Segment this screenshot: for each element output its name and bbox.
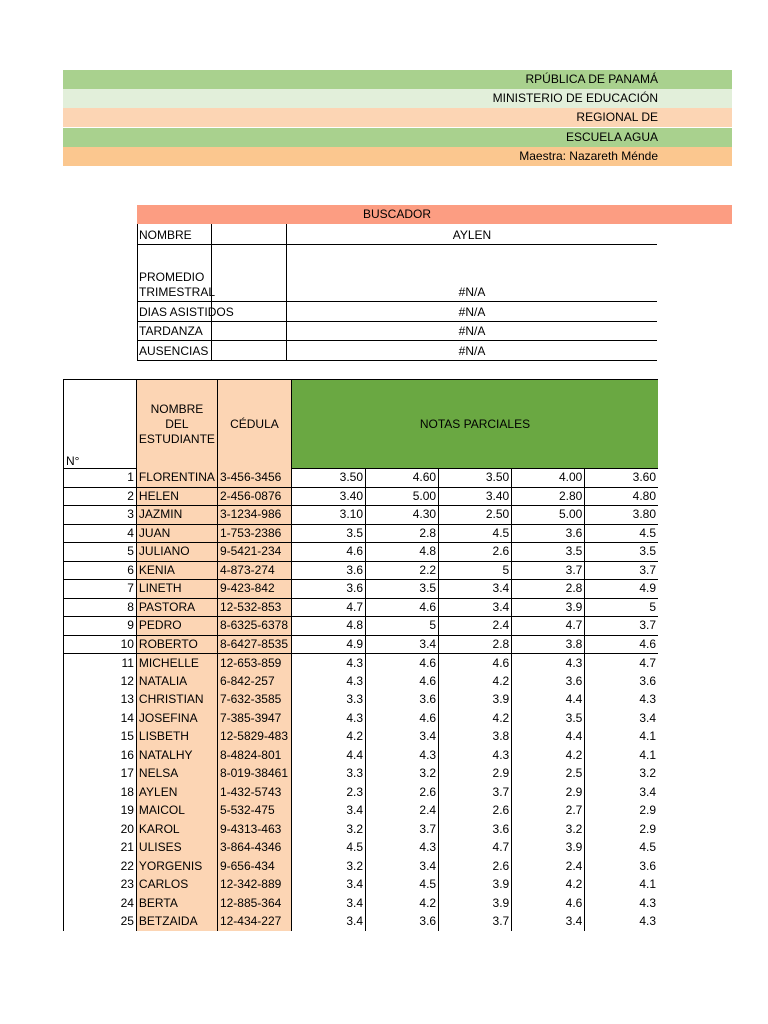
cell-grade[interactable]: 2.2 (366, 561, 439, 580)
cell-grade[interactable]: 4.3 (639, 692, 656, 707)
cell-grade[interactable]: 4.7 (639, 655, 656, 670)
cell-cedula[interactable]: 12-434-227 (217, 913, 291, 932)
grades-body (64, 469, 659, 932)
cell-grade[interactable]: 3.80 (585, 506, 658, 525)
cell-student-name[interactable]: CARLOS (136, 876, 217, 895)
cell-grade[interactable]: 4.2 (512, 876, 585, 895)
buscador-title-text: BUSCADOR (362, 207, 431, 221)
cell-grade[interactable]: 3.8 (512, 635, 585, 654)
cell-student-name[interactable]: JOSEFINA (136, 709, 217, 728)
cell-grade[interactable]: 4.3 (366, 746, 439, 765)
cell-cedula[interactable]: 2-456-0876 (217, 487, 291, 506)
cell-grade[interactable]: 4.3 (639, 914, 656, 929)
cell-grade[interactable]: 3.7 (585, 561, 658, 580)
cell-num[interactable]: 10 (64, 635, 137, 654)
buscador-search-value[interactable]: AYLEN (452, 228, 492, 242)
cell-grade[interactable]: 4.3 (291, 709, 365, 728)
cell-grade[interactable]: 2.9 (639, 821, 656, 836)
cell-grade[interactable]: 4.1 (639, 729, 656, 744)
cell-cedula[interactable]: 7-632-3585 (217, 691, 291, 710)
buscador-label: DIAS ASISTIDOS (139, 305, 234, 319)
cell-grade[interactable]: 3.7 (439, 783, 512, 802)
cell-grade[interactable]: 3.6 (439, 820, 512, 839)
cell-grade[interactable]: 4.80 (585, 487, 658, 506)
cell-grade[interactable]: 5 (585, 598, 658, 617)
cell-grade[interactable]: 3.4 (439, 598, 512, 617)
cell-cedula[interactable]: 12-5829-483 (217, 728, 291, 747)
buscador-label: AUSENCIAS (139, 344, 209, 358)
cell-grade[interactable]: 3.40 (291, 487, 365, 506)
cell-grade[interactable]: 2.6 (366, 783, 439, 802)
table-row (64, 728, 659, 747)
cell-student-name[interactable]: JAZMIN (136, 506, 217, 525)
cell-num[interactable]: 21 (64, 839, 137, 858)
cell-grade[interactable]: 3.50 (291, 469, 365, 488)
cell-grade[interactable]: 3.4 (366, 857, 439, 876)
cell-cedula[interactable]: 12-532-853 (217, 598, 291, 617)
cell-student-name[interactable]: KENIA (136, 561, 217, 580)
cell-grade[interactable]: 3.4 (366, 635, 439, 654)
table-header-row (64, 380, 659, 469)
cell-num[interactable]: 19 (64, 802, 137, 821)
table-row (64, 561, 659, 580)
cell-grade[interactable]: 4.5 (439, 524, 512, 543)
cell-grade[interactable]: 3.9 (512, 598, 585, 617)
cell-grade[interactable]: 3.6 (639, 858, 656, 873)
cell-grade[interactable]: 3.5 (291, 524, 365, 543)
cell-grade[interactable]: 2.4 (512, 857, 585, 876)
cell-grade[interactable]: 5.00 (366, 487, 439, 506)
cell-student-name[interactable]: YORGENIS (136, 857, 217, 876)
table-row (64, 580, 659, 599)
header-notas-parciales: NOTAS PARCIALES (291, 380, 658, 469)
cell-student-name[interactable]: JULIANO (136, 543, 217, 562)
header-text: Maestra: Nazareth Ménde (519, 149, 658, 163)
cell-cedula[interactable]: 3-1234-986 (217, 506, 291, 525)
cell-grade[interactable]: 4.1 (639, 747, 656, 762)
cell-student-name[interactable]: NELSA (136, 765, 217, 784)
cell-grade[interactable]: 4.7 (439, 839, 512, 858)
cell-grade[interactable]: 3.6 (366, 691, 439, 710)
cell-grade[interactable]: 2.3 (291, 783, 365, 802)
cell-student-name[interactable]: MICHELLE (136, 654, 217, 673)
cell-grade[interactable]: 4.60 (366, 469, 439, 488)
cell-num[interactable]: 12 (64, 672, 137, 691)
cell-grade[interactable]: 3.4 (291, 913, 365, 932)
table-row (64, 543, 659, 562)
cell-num[interactable]: 1 (64, 469, 137, 488)
cell-cedula[interactable]: 1-432-5743 (217, 783, 291, 802)
cell-grade[interactable]: 4.6 (512, 894, 585, 913)
cell-grade[interactable]: 2.8 (439, 635, 512, 654)
cell-grade[interactable]: 2.5 (512, 765, 585, 784)
cell-grade[interactable]: 3.4 (291, 802, 365, 821)
cell-grade[interactable]: 4.6 (366, 654, 439, 673)
cell-student-name[interactable]: PASTORA (136, 598, 217, 617)
cell-grade[interactable]: 3.6 (512, 672, 585, 691)
cell-grade[interactable]: 4.3 (439, 746, 512, 765)
cell-grade[interactable]: 4.2 (291, 728, 365, 747)
cell-grade[interactable]: 4.8 (291, 617, 365, 636)
cell-num[interactable]: 4 (64, 524, 137, 543)
header-cedula: CÉDULA (217, 380, 291, 469)
header-text: ESCUELA AGUA (565, 130, 658, 144)
cell-grade[interactable]: 4.1 (639, 877, 656, 892)
cell-cedula[interactable]: 9-4313-463 (217, 820, 291, 839)
cell-grade[interactable]: 3.6 (639, 673, 656, 688)
cell-student-name[interactable]: NATALIA (136, 672, 217, 691)
header-text: MINISTERIO DE EDUCACIÓN (492, 91, 658, 105)
cell-num[interactable]: 16 (64, 746, 137, 765)
cell-grade[interactable]: 4.5 (585, 524, 658, 543)
cell-grade[interactable]: 3.4 (366, 728, 439, 747)
cell-grade[interactable]: 4.3 (639, 895, 656, 910)
cell-grade[interactable]: 2.4 (366, 802, 439, 821)
cell-student-name[interactable]: ULISES (136, 839, 217, 858)
cell-grade[interactable]: 2.9 (512, 783, 585, 802)
cell-grade[interactable]: 4.6 (439, 654, 512, 673)
cell-grade[interactable]: 3.4 (291, 894, 365, 913)
cell-num[interactable]: 9 (64, 617, 137, 636)
cell-num[interactable]: 25 (64, 913, 137, 932)
cell-grade[interactable]: 3.7 (585, 617, 658, 636)
cell-student-name[interactable]: BERTA (136, 894, 217, 913)
cell-grade[interactable]: 5 (366, 617, 439, 636)
table-row (64, 913, 659, 932)
table-row (64, 765, 659, 784)
cell-grade[interactable]: 3.40 (439, 487, 512, 506)
cell-grade[interactable]: 3.9 (439, 876, 512, 895)
cell-cedula[interactable]: 1-753-2386 (217, 524, 291, 543)
table-row (64, 746, 659, 765)
cell-grade[interactable]: 3.6 (291, 580, 365, 599)
cell-grade[interactable]: 3.4 (639, 784, 656, 799)
cell-grade[interactable]: 3.2 (639, 766, 656, 781)
cell-num[interactable]: 18 (64, 783, 137, 802)
cell-grade[interactable]: 4.9 (291, 635, 365, 654)
header-nombre: NOMBRE DEL ESTUDIANTE (136, 380, 217, 469)
cell-cedula[interactable]: 12-885-364 (217, 894, 291, 913)
cell-cedula[interactable]: 9-5421-234 (217, 543, 291, 562)
table-row (64, 469, 659, 488)
cell-num[interactable]: 2 (64, 487, 137, 506)
cell-cedula[interactable]: 6-842-257 (217, 672, 291, 691)
cell-cedula[interactable]: 8-4824-801 (217, 746, 291, 765)
cell-student-name[interactable]: MAICOL (136, 802, 217, 821)
cell-grade[interactable]: 4.8 (366, 543, 439, 562)
cell-cedula[interactable]: 8-6427-8535 (217, 635, 291, 654)
cell-cedula[interactable]: 8-6325-6378 (217, 617, 291, 636)
cell-num[interactable]: 14 (64, 709, 137, 728)
cell-grade[interactable]: 3.5 (512, 543, 585, 562)
cell-grade[interactable]: 3.9 (512, 839, 585, 858)
cell-grade[interactable]: 4.6 (366, 709, 439, 728)
cell-grade[interactable]: 2.50 (439, 506, 512, 525)
cell-num[interactable]: 6 (64, 561, 137, 580)
cell-grade[interactable]: 3.7 (366, 820, 439, 839)
cell-grade[interactable]: 3.5 (585, 543, 658, 562)
cell-cedula[interactable]: 12-653-859 (217, 654, 291, 673)
cell-grade[interactable]: 4.2 (366, 894, 439, 913)
cell-grade[interactable]: 4.3 (291, 672, 365, 691)
cell-grade[interactable]: 4.2 (439, 709, 512, 728)
cell-student-name[interactable]: AYLEN (136, 783, 217, 802)
cell-student-name[interactable]: LISBETH (136, 728, 217, 747)
cell-cedula[interactable]: 7-385-3947 (217, 709, 291, 728)
cell-cedula[interactable]: 12-342-889 (217, 876, 291, 895)
buscador-label: PROMEDIO TRIMESTRAL (139, 270, 216, 299)
cell-grade[interactable]: 3.4 (291, 876, 365, 895)
table-row (64, 691, 659, 710)
cell-grade[interactable]: 3.8 (439, 728, 512, 747)
cell-student-name[interactable]: CHRISTIAN (136, 691, 217, 710)
table-row (64, 524, 659, 543)
cell-student-name[interactable]: NATALHY (136, 746, 217, 765)
cell-grade[interactable]: 3.6 (512, 524, 585, 543)
table-row (64, 654, 659, 673)
table-row (64, 820, 659, 839)
cell-cedula[interactable]: 3-456-3456 (217, 469, 291, 488)
table-row (64, 783, 659, 802)
cell-grade[interactable]: 3.4 (512, 913, 585, 932)
table-row (64, 839, 659, 858)
cell-num[interactable]: 8 (64, 598, 137, 617)
cell-grade[interactable]: 4.6 (291, 543, 365, 562)
cell-grade[interactable]: 2.7 (512, 802, 585, 821)
cell-grade[interactable]: 3.6 (291, 561, 365, 580)
cell-grade[interactable]: 3.2 (291, 820, 365, 839)
buscador-value: #N/A (458, 305, 486, 319)
cell-grade[interactable]: 4.4 (291, 746, 365, 765)
cell-num[interactable]: 20 (64, 820, 137, 839)
buscador-value: #N/A (458, 285, 486, 299)
cell-grade[interactable]: 3.5 (512, 709, 585, 728)
cell-grade[interactable]: 3.7 (512, 561, 585, 580)
cell-grade[interactable]: 4.5 (366, 876, 439, 895)
cell-grade[interactable]: 5 (439, 561, 512, 580)
cell-grade[interactable]: 3.7 (439, 913, 512, 932)
buscador-value: #N/A (458, 344, 486, 358)
table-row (64, 672, 659, 691)
cell-grade[interactable]: 3.2 (512, 820, 585, 839)
cell-student-name[interactable]: JUAN (136, 524, 217, 543)
cell-grade[interactable]: 2.4 (439, 617, 512, 636)
cell-num[interactable]: 17 (64, 765, 137, 784)
cell-grade[interactable]: 2.8 (366, 524, 439, 543)
cell-num[interactable]: 23 (64, 876, 137, 895)
table-row (64, 598, 659, 617)
cell-num[interactable]: 11 (64, 654, 137, 673)
cell-grade[interactable]: 4.30 (366, 506, 439, 525)
buscador-label: TARDANZA (139, 324, 203, 338)
cell-num[interactable]: 3 (64, 506, 137, 525)
cell-grade[interactable]: 3.6 (366, 913, 439, 932)
cell-grade[interactable]: 2.6 (439, 857, 512, 876)
cell-grade[interactable]: 2.80 (512, 487, 585, 506)
cell-grade[interactable]: 2.6 (439, 802, 512, 821)
cell-grade[interactable]: 5.00 (512, 506, 585, 525)
cell-grade[interactable]: 4.3 (366, 839, 439, 858)
cell-grade[interactable]: 3.2 (366, 765, 439, 784)
cell-student-name[interactable]: HELEN (136, 487, 217, 506)
cell-grade[interactable]: 3.3 (291, 765, 365, 784)
cell-grade[interactable]: 4.7 (512, 617, 585, 636)
cell-student-name[interactable]: BETZAIDA (136, 913, 217, 932)
cell-cedula[interactable]: 9-423-842 (217, 580, 291, 599)
table-row (64, 635, 659, 654)
header-text: RPÚBLICA DE PANAMÁ (525, 72, 658, 86)
cell-num[interactable]: 13 (64, 691, 137, 710)
cell-grade[interactable]: 3.9 (439, 894, 512, 913)
grades-table (63, 379, 658, 931)
cell-student-name[interactable]: FLORENTINA (136, 469, 217, 488)
table-row (64, 857, 659, 876)
cell-grade[interactable]: 4.4 (512, 728, 585, 747)
cell-student-name[interactable]: KAROL (136, 820, 217, 839)
buscador-label: NOMBRE (139, 228, 192, 242)
cell-grade[interactable]: 4.3 (512, 654, 585, 673)
cell-grade[interactable]: 3.2 (291, 857, 365, 876)
cell-cedula[interactable]: 8-019-38461 (217, 765, 291, 784)
cell-cedula[interactable]: 9-656-434 (217, 857, 291, 876)
table-row (64, 617, 659, 636)
table-row (64, 876, 659, 895)
header-text: REGIONAL DE (576, 110, 658, 124)
cell-grade[interactable]: 4.4 (512, 691, 585, 710)
cell-num[interactable]: 24 (64, 894, 137, 913)
cell-cedula[interactable]: 5-532-475 (217, 802, 291, 821)
cell-grade[interactable]: 4.6 (366, 672, 439, 691)
cell-num[interactable]: 5 (64, 543, 137, 562)
cell-grade[interactable]: 3.5 (366, 580, 439, 599)
cell-grade[interactable]: 4.9 (585, 580, 658, 599)
cell-grade[interactable]: 2.9 (439, 765, 512, 784)
cell-grade[interactable]: 4.6 (366, 598, 439, 617)
cell-grade[interactable]: 4.5 (639, 840, 656, 855)
table-row (64, 802, 659, 821)
table-row (64, 709, 659, 728)
cell-student-name[interactable]: ROBERTO (136, 635, 217, 654)
table-row (64, 506, 659, 525)
cell-num[interactable]: 22 (64, 857, 137, 876)
cell-cedula[interactable]: 4-873-274 (217, 561, 291, 580)
cell-grade[interactable]: 4.7 (291, 598, 365, 617)
cell-num[interactable]: 7 (64, 580, 137, 599)
cell-grade[interactable]: 4.2 (512, 746, 585, 765)
header-num: N° (64, 380, 137, 469)
cell-grade[interactable]: 3.60 (585, 469, 658, 488)
cell-grade[interactable]: 4.2 (439, 672, 512, 691)
cell-grade[interactable]: 2.8 (512, 580, 585, 599)
cell-student-name[interactable]: LINETH (136, 580, 217, 599)
cell-grade[interactable]: 4.00 (512, 469, 585, 488)
cell-grade[interactable]: 3.4 (439, 580, 512, 599)
cell-grade[interactable]: 4.5 (291, 839, 365, 858)
cell-num[interactable]: 15 (64, 728, 137, 747)
cell-grade[interactable]: 3.50 (439, 469, 512, 488)
cell-grade[interactable]: 4.6 (585, 635, 658, 654)
cell-grade[interactable]: 2.6 (439, 543, 512, 562)
cell-grade[interactable]: 4.3 (291, 654, 365, 673)
cell-grade[interactable]: 3.4 (639, 710, 656, 725)
cell-grade[interactable]: 3.10 (291, 506, 365, 525)
buscador-value: #N/A (458, 324, 486, 338)
cell-grade[interactable]: 3.3 (291, 691, 365, 710)
table-row (64, 894, 659, 913)
cell-student-name[interactable]: PEDRO (136, 617, 217, 636)
table-row (64, 487, 659, 506)
cell-cedula[interactable]: 3-864-4346 (217, 839, 291, 858)
cell-grade[interactable]: 3.9 (439, 691, 512, 710)
cell-grade[interactable]: 2.9 (639, 803, 656, 818)
